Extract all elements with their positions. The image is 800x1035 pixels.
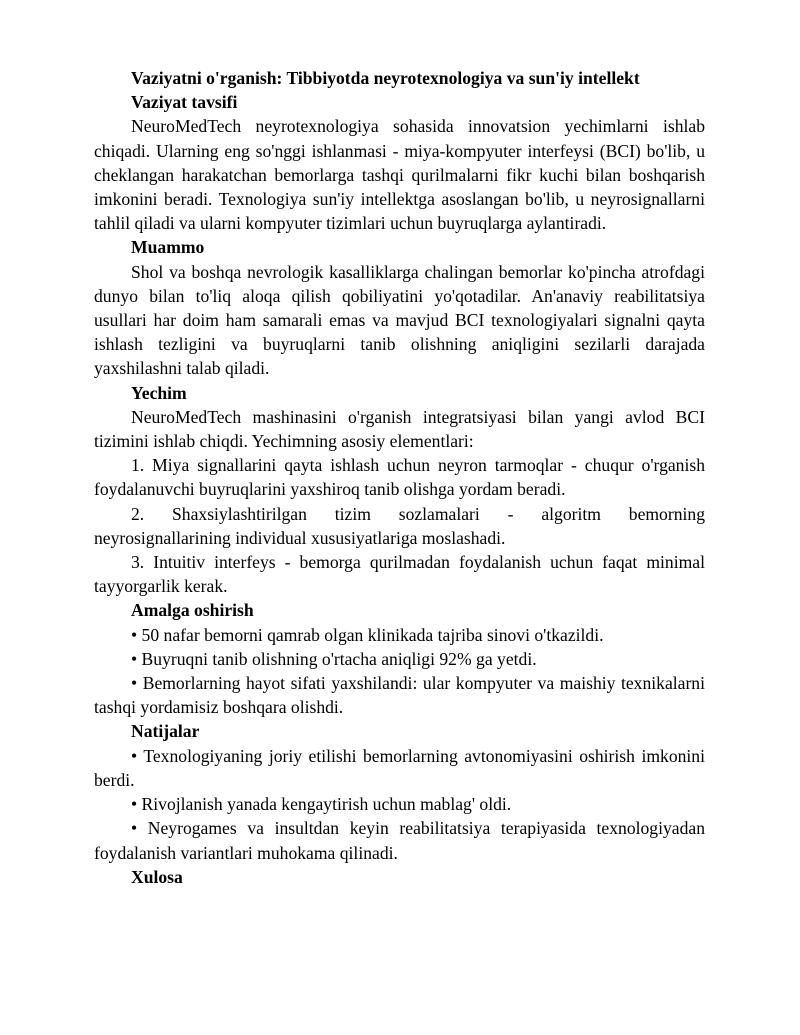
list-item: • Buyruqni tanib olishning o'rtacha aniqligi 92% ga yetdi. (131, 648, 537, 669)
list-item: 1. Miya signallarini qayta ishlash uchun neyron tarmoqlar - chuqur o'rganish foydalanuvchi buyruqlarini yaxshiroq tanib olishga yordam beradi. (94, 455, 705, 500)
list-item: • Rivojlanish yanada kengaytirish uchun mablag' oldi. (131, 794, 512, 815)
paragraph: NeuroMedTech neyrotexnologiya sohasida innovatsion yechimlarni ishlab chiqadi. Ularning eng so'nggi ishlanmasi - miya-kompyuter interfeysi (BCI) bo'lib, u cheklangan harakatchan bemorlarga tashqi qurilmalarni fikr kuchi bilan boshqarish imkonini beradi. Texnologiya sun'iy intellektga asoslangan bo'lib, u neyrosignallarni tahlil qiladi va ularni kompyuter tizimlari uchun buyruqlarga aylantiradi. (94, 116, 705, 234)
list-item: 2. Shaxsiylashtirilgan tizim sozlamalari - algoritm bemorning neyrosignallarining individual xususiyatlariga moslashadi. (94, 503, 705, 548)
document-title: Vaziyatni o'rganish: Tibbiyotda neyrotexnologiya va sun'iy intellekt (131, 68, 640, 88)
section-heading-muammo: Muammo (131, 237, 205, 258)
section-heading-yechim: Yechim (131, 382, 187, 403)
paragraph: Shol va boshqa nevrologik kasalliklarga chalingan bemorlar ko'pincha atrofdagi dunyo bilan to'liq aloqa qilish qobiliyatini yo'qotadilar. An'anaviy reabilitatsiya usullari har doim ham samarali emas va mavjud BCI texnologiyalari signalni qayta ishlash tezligini va buyruqlarni tanib olishning aniqligini sezilarli darajada yaxshilashni talab qiladi. (94, 261, 705, 379)
list-item: • Texnologiyaning joriy etilishi bemorlarning avtonomiyasini oshirish imkonini berdi. (94, 745, 705, 790)
paragraph: NeuroMedTech mashinasini o'rganish integratsiyasi bilan yangi avlod BCI tizimini ishlab chiqdi. Yechimning asosiy elementlari: (94, 406, 705, 452)
section-heading-amalga-oshirish: Amalga oshirish (131, 600, 254, 621)
section-heading-vaziyat-tavsifi: Vaziyat tavsifi (131, 92, 238, 113)
list-item: • 50 nafar bemorni qamrab olgan klinikada tajriba sinovi o'tkazildi. (131, 624, 604, 645)
section-heading-xulosa: Xulosa (131, 866, 183, 887)
section-heading-natijalar: Natijalar (131, 721, 200, 742)
list-item: • Bemorlarning hayot sifati yaxshilandi: ular kompyuter va maishiy texnikalarni tashqi yordamisiz boshqara olishdi. (94, 673, 705, 718)
list-item: • Neyrogames va insultdan keyin reabilitatsiya terapiyasida texnologiyadan foydalanish variantlari muhokama qilinadi. (94, 818, 705, 863)
list-item: 3. Intuitiv interfeys - bemorga qurilmadan foydalanish uchun faqat minimal tayyorgarlik kerak. (94, 552, 705, 597)
